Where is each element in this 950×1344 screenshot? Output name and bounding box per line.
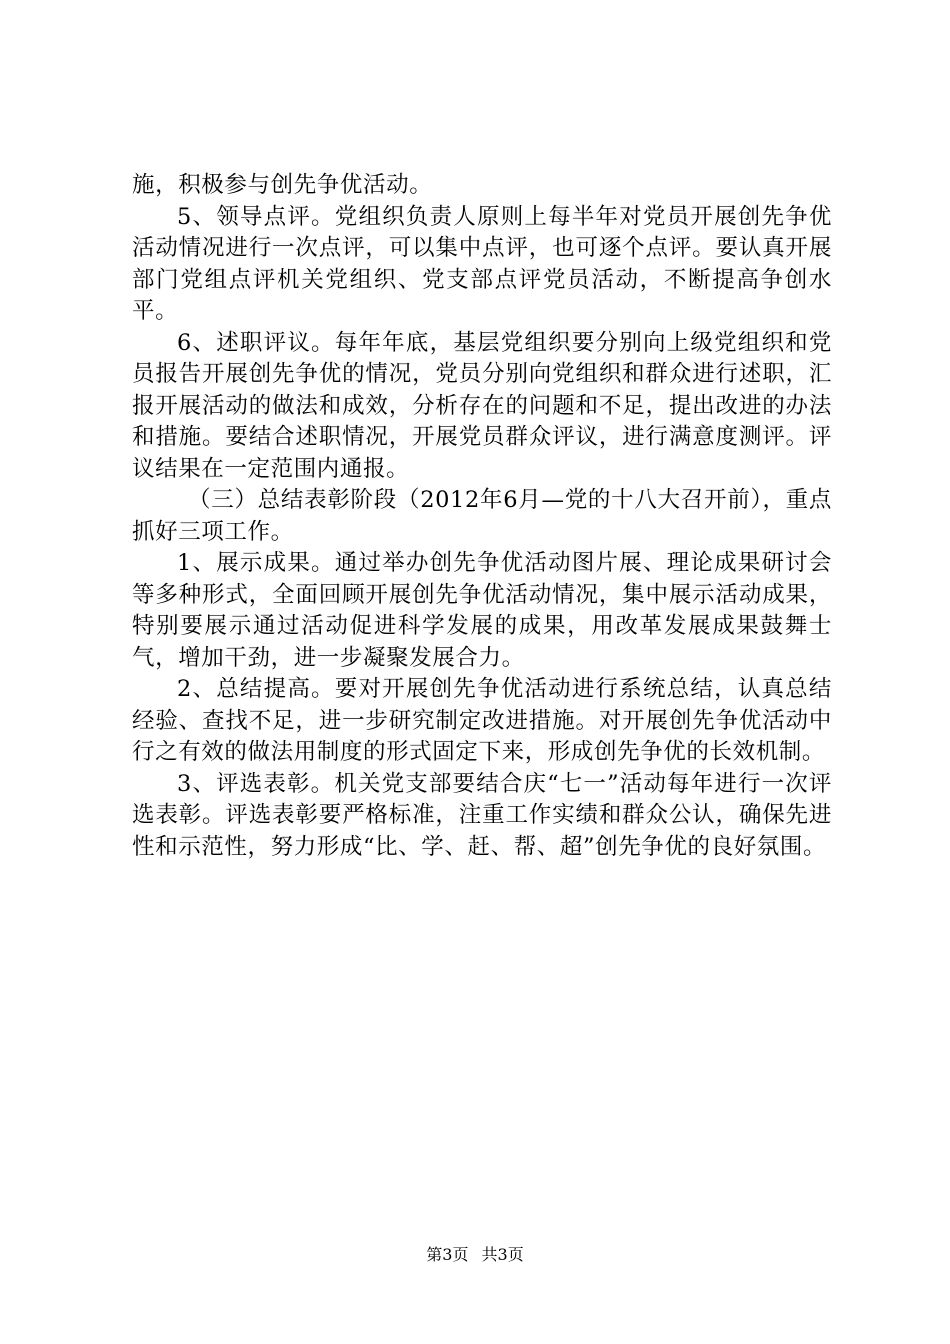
page-total: 共3页 <box>481 1245 524 1264</box>
page-footer <box>0 1244 950 1266</box>
paragraph-show-results: 1、展示成果。通过举办创先争优活动图片展、理论成果研讨会等多种形式，全面回顾开展创先争优活动情况，集中展示活动成果，特别要展示通过活动促进科学发展的成果，用改革发展成果鼓舞士气，增加干劲，进一步凝聚发展合力。 <box>132 550 832 671</box>
document-body <box>132 170 832 863</box>
paragraph-leader-review: 5、领导点评。党组织负责人原则上每半年对党员开展创先争优活动情况进行一次点评，可以集中点评，也可逐个点评。要认真开展部门党组点评机关党组织、党支部点评党员活动，不断提高争创水平。 <box>132 203 832 324</box>
paragraph-duty-report: 6、述职评议。每年年底，基层党组织要分别向上级党组织和党员报告开展创先争优的情况，党员分别向党组织和群众进行述职，汇报开展活动的做法和成效，分析存在的问题和不足，提出改进的办法和措施。要结合述职情况，开展党员群众评议，进行满意度测评。评议结果在一定范围内通报。 <box>132 329 832 482</box>
paragraph-continuation: 施，积极参与创先争优活动。 <box>132 172 433 198</box>
paragraph-selection-commendation: 3、评选表彰。机关党支部要结合庆“七一”活动每年进行一次评选表彰。评选表彰要严格标准，注重工作实绩和群众公认，确保先进性和示范性，努力形成“比、学、赶、帮、超”创先争优的良好氛围。 <box>132 770 832 860</box>
paragraph-summary-stage-heading: （三）总结表彰阶段（2012年6月—党的十八大召开前），重点抓好三项工作。 <box>132 487 832 545</box>
page-number: 第3页 <box>426 1245 469 1264</box>
paragraph-summarize-improve: 2、总结提高。要对开展创先争优活动进行系统总结，认真总结经验、查找不足，进一步研究制定改进措施。对开展创先争优活动中行之有效的做法用制度的形式固定下来，形成创先争优的长效机制。 <box>132 676 832 765</box>
